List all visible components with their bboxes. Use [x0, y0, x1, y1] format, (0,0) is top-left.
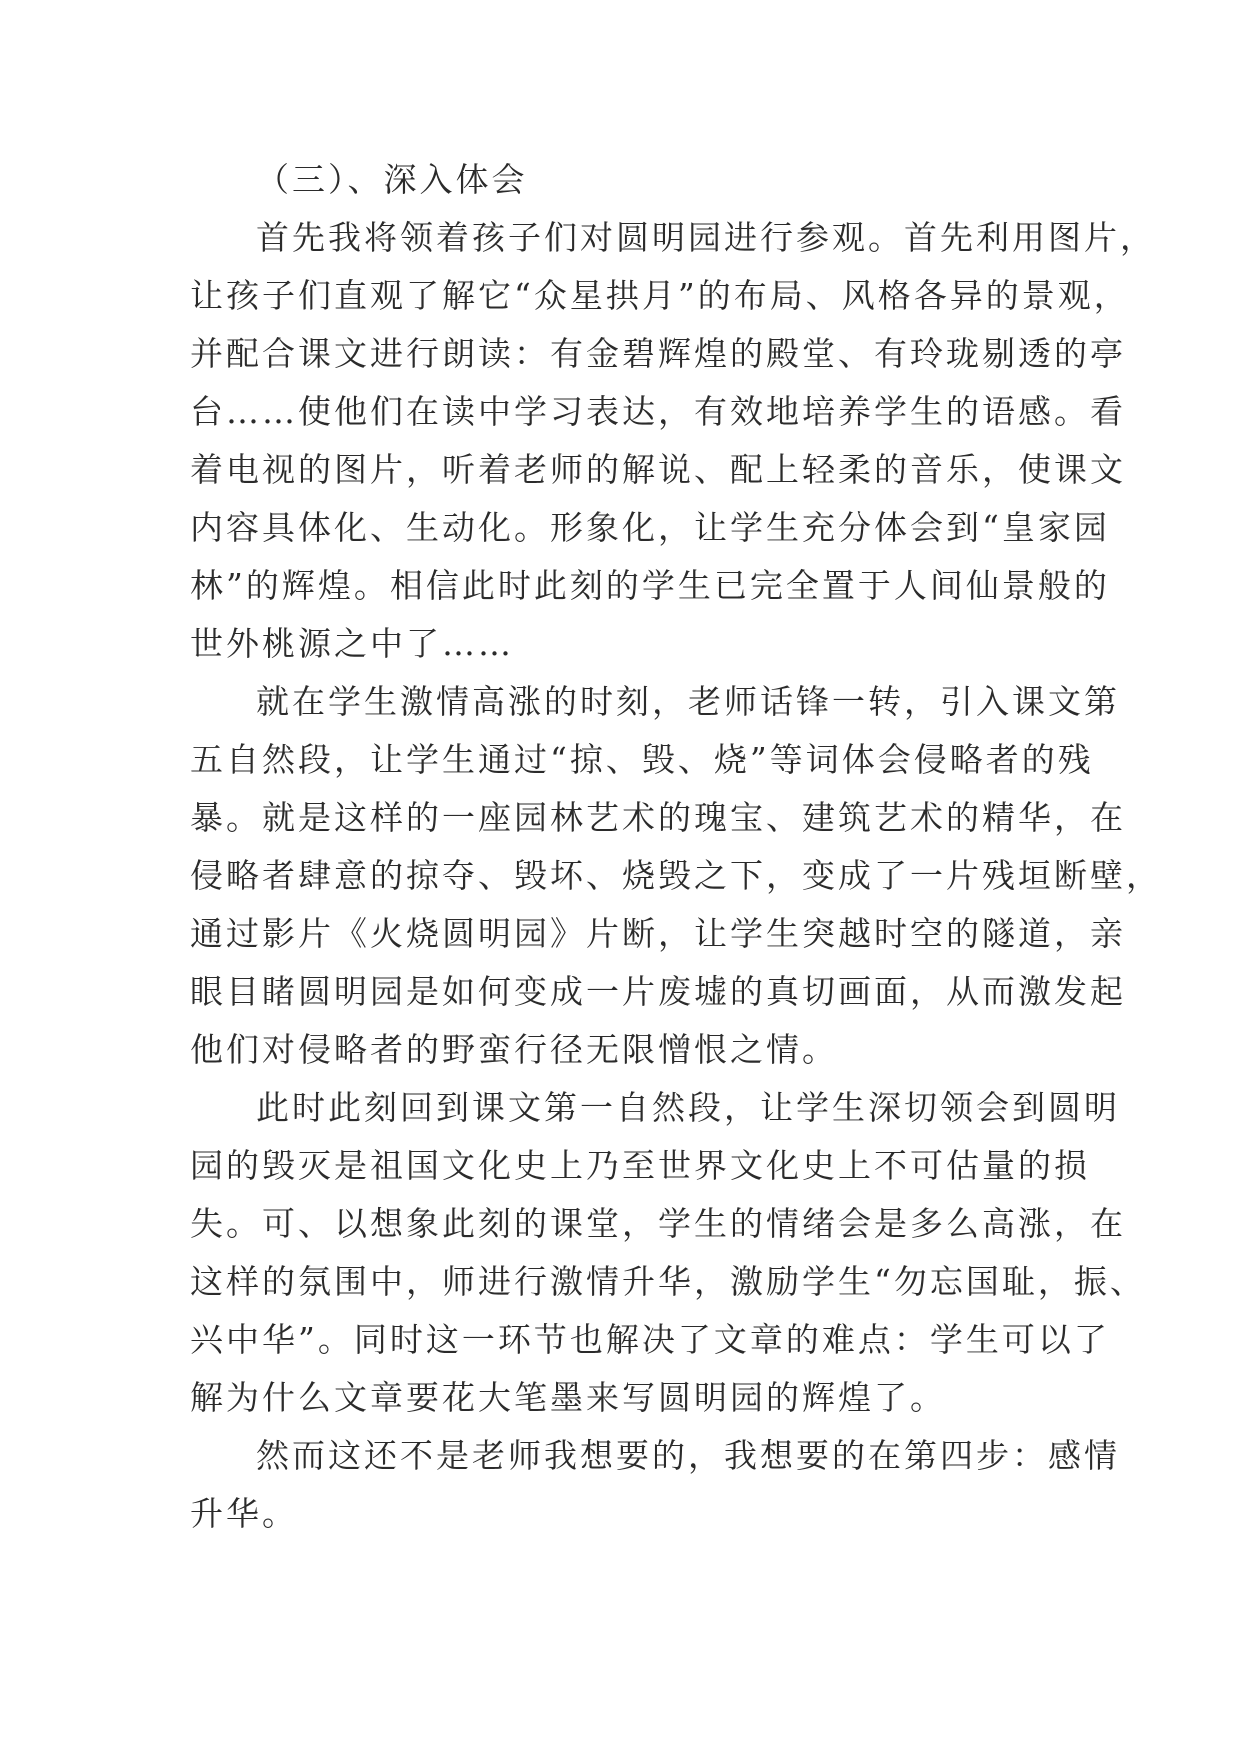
paragraph-line: 此时此刻回到课文第一自然段，让学生深切领会到圆明 — [256, 1088, 1120, 1127]
paragraph-line: 这样的氛围中，师进行激情升华，激励学生“勿忘国耻，振、 — [190, 1262, 1146, 1301]
paragraph-line: 然而这还不是老师我想要的，我想要的在第四步：感情 — [256, 1436, 1120, 1475]
paragraph-line: 首先我将领着孩子们对圆明园进行参观。首先利用图片， — [256, 218, 1156, 257]
paragraph-line: 侵略者肆意的掠夺、毁坏、烧毁之下，变成了一片残垣断壁， — [190, 856, 1162, 895]
paragraph-line: 并配合课文进行朗读：有金碧辉煌的殿堂、有玲珑剔透的亭 — [190, 334, 1126, 373]
paragraph-line: 解为什么文章要花大笔墨来写圆明园的辉煌了。 — [190, 1378, 946, 1417]
paragraph-line: 内容具体化、生动化。形象化，让学生充分体会到“皇家园 — [190, 508, 1110, 547]
section-heading: （三）、深入体会 — [256, 160, 528, 199]
paragraph-line: 他们对侵略者的野蛮行径无限憎恨之情。 — [190, 1030, 838, 1069]
paragraph-line: 林”的辉煌。相信此时此刻的学生已完全置于人间仙景般的 — [190, 566, 1110, 605]
document-body — [190, 151, 1162, 1543]
paragraph-3 — [190, 1079, 1146, 1427]
paragraph-line: 园的毁灭是祖国文化史上乃至世界文化史上不可估量的损 — [190, 1146, 1090, 1185]
paragraph-4 — [190, 1427, 1120, 1543]
paragraph-line: 五自然段，让学生通过“掠、毁、烧”等词体会侵略者的残 — [190, 740, 1094, 779]
paragraph-line: 世外桃源之中了…… — [190, 624, 514, 663]
paragraph-line: 台……使他们在读中学习表达，有效地培养学生的语感。看 — [190, 392, 1126, 431]
paragraph-line: 让孩子们直观了解它“众星拱月”的布局、风格各异的景观， — [190, 276, 1130, 315]
paragraph-line: 暴。就是这样的一座园林艺术的瑰宝、建筑艺术的精华，在 — [190, 798, 1126, 837]
paragraph-line: 兴中华”。同时这一环节也解决了文章的难点：学生可以了 — [190, 1320, 1110, 1359]
paragraph-line: 通过影片《火烧圆明园》片断，让学生突越时空的隧道，亲 — [190, 914, 1126, 953]
paragraph-line: 眼目睹圆明园是如何变成一片废墟的真切画面，从而激发起 — [190, 972, 1126, 1011]
paragraph-line: 失。可、以想象此刻的课堂，学生的情绪会是多么高涨，在 — [190, 1204, 1126, 1243]
paragraph-line: 就在学生激情高涨的时刻，老师话锋一转，引入课文第 — [256, 682, 1120, 721]
paragraph-2 — [190, 673, 1162, 1079]
paragraph-line: 着电视的图片，听着老师的解说、配上轻柔的音乐，使课文 — [190, 450, 1126, 489]
paragraph-line: 升华。 — [190, 1494, 298, 1533]
paragraph-1 — [190, 209, 1156, 673]
